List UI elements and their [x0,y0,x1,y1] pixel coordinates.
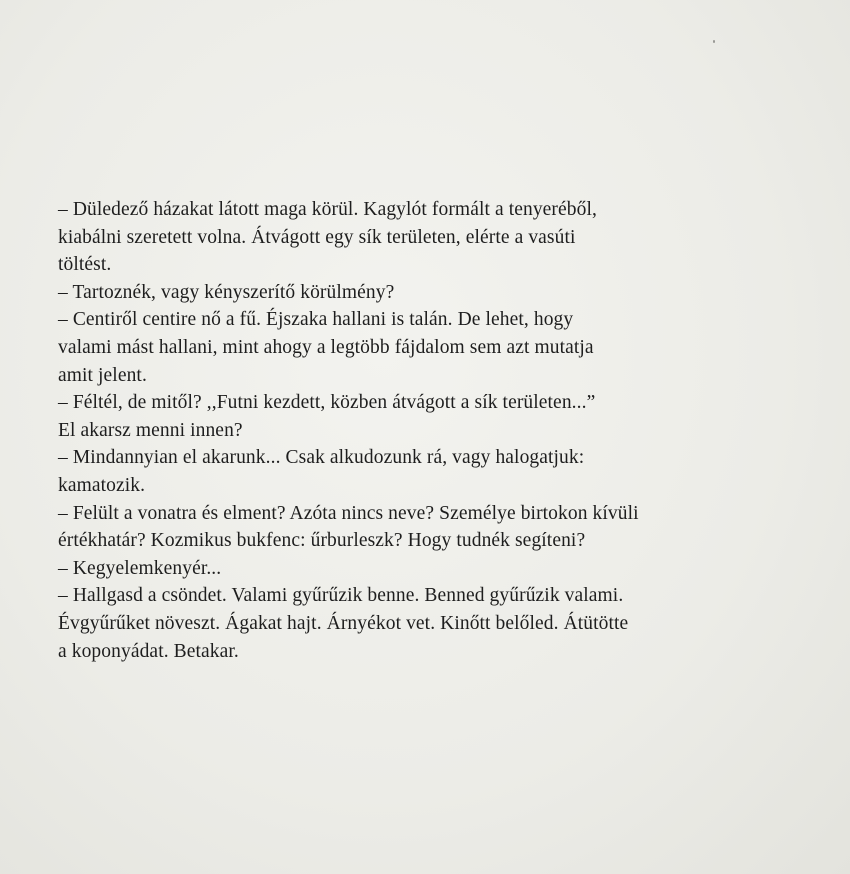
text-line: – Kegyelemkenyér... [58,557,222,579]
text-line: Évgyűrűket növeszt. Ágakat hajt. Árnyékot vet. Kinőtt belőled. Átütötte [58,612,629,634]
text-line: valami mást hallani, mint ahogy a legtöbb fájdalom sem azt mutatja [58,336,594,358]
text-line: – Felült a vonatra és elment? Azóta nincs neve? Személye birtokon kívüli [58,502,639,524]
text-line: értékhatár? Kozmikus bukfenc: űrburleszk? Hogy tudnék segíteni? [58,530,586,552]
text-line: – Düledező házakat látott maga körül. Kagylót formált a tenyeréből, [58,199,597,220]
paper-speck [713,40,715,43]
text-line: El akarsz menni innen? [58,419,243,441]
text-line: – Féltél, de mitől? ,,Futni kezdett, közben átvágott a sík területen...” [58,392,596,414]
text-line: – Tartoznék, vagy kényszerítő körülmény? [58,281,395,303]
text-line: a koponyádat. Betakar. [58,640,239,662]
text-line: – Hallgasd a csöndet. Valami gyűrűzik benne. Benned gyűrűzik valami. [58,585,624,607]
text-line: – Centiről centire nő a fű. Éjszaka hallani is talán. De lehet, hogy [58,309,574,331]
text-line: – Mindannyian el akarunk... Csak alkudozunk rá, vagy halogatjuk: [58,447,585,469]
text-line: amit jelent. [58,364,147,386]
page-text [58,196,843,665]
text-line: töltést. [58,254,112,276]
text-line: kamatozik. [58,474,146,496]
text-line: kiabálni szeretett volna. Átvágott egy sík területen, elérte a vasúti [58,226,576,248]
